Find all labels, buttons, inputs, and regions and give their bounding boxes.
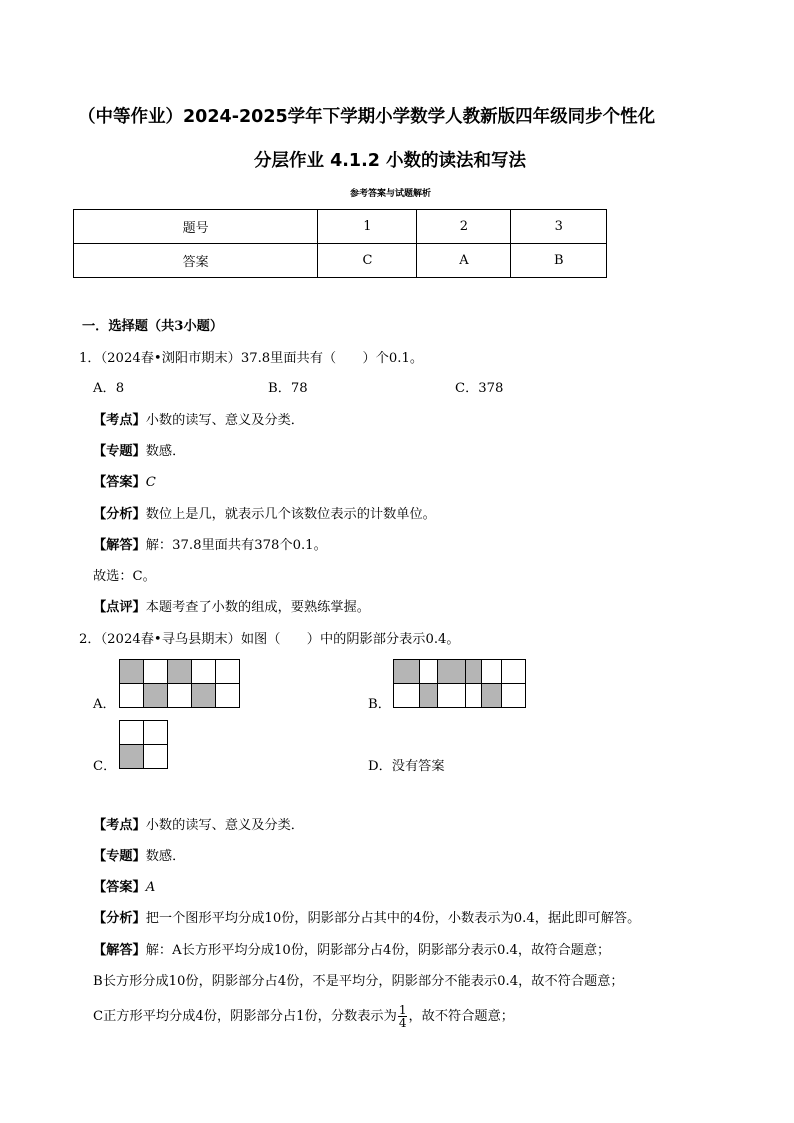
- fraction: [398, 1004, 408, 1029]
- shaded-cell: [482, 684, 502, 708]
- shaded-cell: [466, 660, 482, 684]
- q2-zhuanti-line: [93, 848, 185, 866]
- table-cell: 2: [417, 210, 511, 244]
- fenxi-tag: 【分析】: [93, 507, 146, 522]
- question-1-option-b: B．78: [268, 381, 308, 396]
- blank-cell: [120, 721, 144, 745]
- daan-text: A: [145, 880, 156, 895]
- blank-cell: [420, 660, 438, 684]
- q2-fenxi-line: [93, 910, 640, 928]
- q1-jieda-line: [93, 537, 327, 555]
- q1-zhuanti-line: [93, 443, 185, 461]
- blank-cell: [466, 684, 482, 708]
- q1-choice: 故选：C。: [93, 569, 156, 584]
- blank-cell: [144, 745, 168, 769]
- dianping-tag: 【点评】: [93, 600, 146, 615]
- q2-jieda-line: [93, 942, 610, 960]
- jieda-text: 解：37.8里面共有378个0.1。: [145, 538, 327, 553]
- shaded-cell: [120, 660, 144, 684]
- question-1-option-c: C．378: [455, 381, 504, 396]
- question-2-option-b: B．: [368, 697, 391, 712]
- zhuanti-tag: 【专题】: [93, 444, 146, 459]
- question-2-option-a: A．: [93, 697, 116, 712]
- fenxi-tag: 【分析】: [93, 911, 146, 926]
- q1-kaodian-line: [93, 412, 304, 430]
- q2-kaodian-line: [93, 817, 304, 835]
- q1-dianping-line: [93, 599, 370, 617]
- kaodian-tag: 【考点】: [93, 413, 146, 428]
- shaded-cell: [192, 684, 216, 708]
- daan-tag: 【答案】: [93, 880, 146, 895]
- question-1-option-a: A．8: [93, 381, 125, 396]
- line-c-post: ，故不符合题意；: [408, 1009, 514, 1024]
- blank-cell: [144, 660, 168, 684]
- shaded-cell: [120, 745, 144, 769]
- zhuanti-tag: 【专题】: [93, 849, 146, 864]
- question-1-stem: 1．（2024春•浏阳市期末）37.8里面共有（ ）个0.1。: [79, 351, 424, 366]
- table-cell: 3: [511, 210, 607, 244]
- shaded-cell: [144, 684, 168, 708]
- q1-fenxi-line: [93, 506, 436, 524]
- blank-cell: [168, 684, 192, 708]
- fenxi-text: 数位上是几，就表示几个该数位表示的计数单位。: [145, 507, 436, 522]
- fenxi-text: 把一个图形平均分成10份，阴影部分占其中的4份，小数表示为0.4，据此即可解答。: [145, 911, 641, 926]
- table-header-cell: 题号: [74, 210, 318, 244]
- table-cell: 1: [318, 210, 417, 244]
- zhuanti-text: 数感．: [145, 444, 186, 459]
- document-title-line2: 分层作业 4.1.2 小数的读法和写法: [254, 151, 527, 171]
- shaded-cell: [420, 684, 438, 708]
- jieda-text: 解：A长方形平均分成10份，阴影部分占4份，阴影部分表示0.4，故符合题意；: [145, 943, 611, 958]
- table-row: [74, 210, 607, 244]
- blank-cell: [192, 660, 216, 684]
- blank-cell: [502, 660, 526, 684]
- question-2-option-c: C．: [93, 759, 117, 774]
- kaodian-text: 小数的读写、意义及分类．: [145, 413, 304, 428]
- document-title-line1: （中等作业）2024-2025学年下学期小学数学人教新版四年级同步个性化: [78, 107, 656, 127]
- fraction-denominator: 4: [398, 1016, 407, 1030]
- shaded-cell: [394, 660, 420, 684]
- table-row: [74, 244, 607, 278]
- blank-cell: [438, 684, 466, 708]
- blank-cell: [120, 684, 144, 708]
- blank-cell: [216, 684, 240, 708]
- q2-line-b: B长方形分成10份，阴影部分占4份，不是平均分，阴影部分不能表示0.4，故不符合题意；: [93, 974, 624, 989]
- zhuanti-text: 数感．: [145, 849, 186, 864]
- option-c-figure: [119, 720, 168, 769]
- table-cell: C: [318, 244, 417, 278]
- section-title: 一．选择题（共3小题）: [82, 319, 224, 334]
- kaodian-text: 小数的读写、意义及分类．: [145, 818, 304, 833]
- blank-cell: [482, 660, 502, 684]
- q2-daan-line: [93, 879, 155, 897]
- option-a-figure: [119, 659, 240, 708]
- document-subtitle: 参考答案与试题解析: [350, 189, 432, 199]
- jieda-tag: 【解答】: [93, 538, 146, 553]
- dianping-text: 本题考查了小数的组成，要熟练掌握。: [145, 600, 370, 615]
- q2-line-c: [93, 1004, 514, 1029]
- option-b-figure: [393, 659, 526, 708]
- jieda-tag: 【解答】: [93, 943, 146, 958]
- table-header-cell: 答案: [74, 244, 318, 278]
- answer-table: [73, 209, 607, 278]
- daan-tag: 【答案】: [93, 475, 146, 490]
- question-2-option-d: D．没有答案: [368, 759, 445, 774]
- shaded-cell: [438, 660, 466, 684]
- shaded-cell: [168, 660, 192, 684]
- kaodian-tag: 【考点】: [93, 818, 146, 833]
- question-2-stem: 2．（2024春•寻乌县期末）如图（ ）中的阴影部分表示0.4。: [79, 632, 460, 647]
- blank-cell: [216, 660, 240, 684]
- fraction-numerator: 1: [398, 1003, 407, 1017]
- blank-cell: [502, 684, 526, 708]
- blank-cell: [394, 684, 420, 708]
- q1-daan-line: [93, 474, 156, 492]
- table-cell: A: [417, 244, 511, 278]
- blank-cell: [144, 721, 168, 745]
- daan-text: C: [145, 475, 156, 490]
- table-cell: B: [511, 244, 607, 278]
- line-c-pre: C正方形平均分成4份，阴影部分占1份，分数表示为: [93, 1009, 397, 1024]
